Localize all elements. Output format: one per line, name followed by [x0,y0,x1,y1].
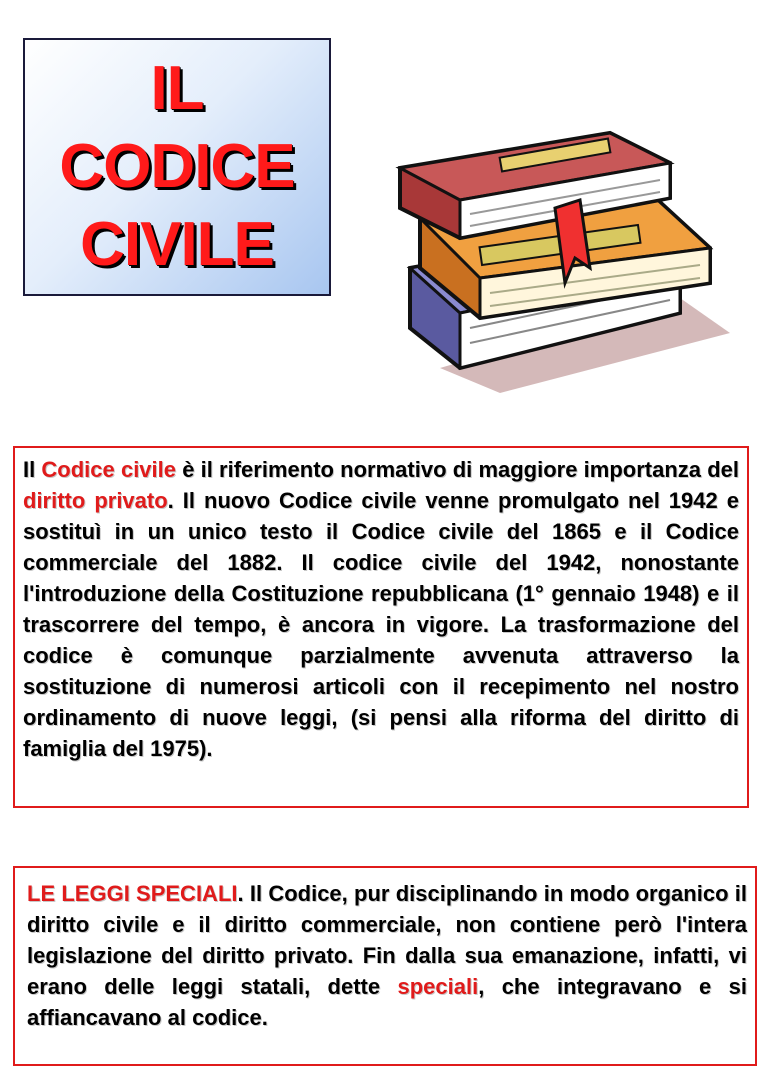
title-line-3: CIVILE [80,210,274,279]
highlight-leggi-speciali: LE LEGGI SPECIALI [27,881,238,906]
leggi-speciali-description [13,866,757,1066]
title-box [23,38,331,296]
text-segment: , che integravano e si affiancavano al codice. [27,974,748,1030]
text-segment: . Il Codice, pur disciplinando in modo organico il diritto civile e il diritto commerciale, non contiene però l'intera legislazione del diritto privato. Fin dalla sua emanazione, infatti, vi erano delle leggi statali, dette [27,881,747,999]
highlight-diritto-privato: diritto privato [23,488,168,513]
stack-of-books-icon [380,118,740,398]
title-line-2: CODICE [59,132,295,201]
text-segment: Il [23,457,42,482]
text-segment: è il riferimento normativo di maggiore importanza del [176,457,739,482]
text-segment: . Il nuovo Codice civile venne promulgato nel 1942 e sostituì in un unico testo il Codice civile del 1865 e il Codice commerciale del 1882. Il codice civile del 1942, nonostante l'introduzione della Costituzione repubblicana (1° gennaio 1948) e il trascorrere del tempo, è ancora in vigore. La trasformazione del codice è comunque parzialmente avvenuta attraverso la sostituzione di numerosi articoli con il recepimento nel nostro ordinamento di nuove leggi, (si pensi alla riforma del diritto di famiglia del 1975). [23,488,739,761]
highlight-codice-civile: Codice civile [41,457,177,482]
highlight-speciali: speciali [397,974,479,999]
title-line-1: IL [150,54,204,123]
codice-civile-description [13,446,749,808]
